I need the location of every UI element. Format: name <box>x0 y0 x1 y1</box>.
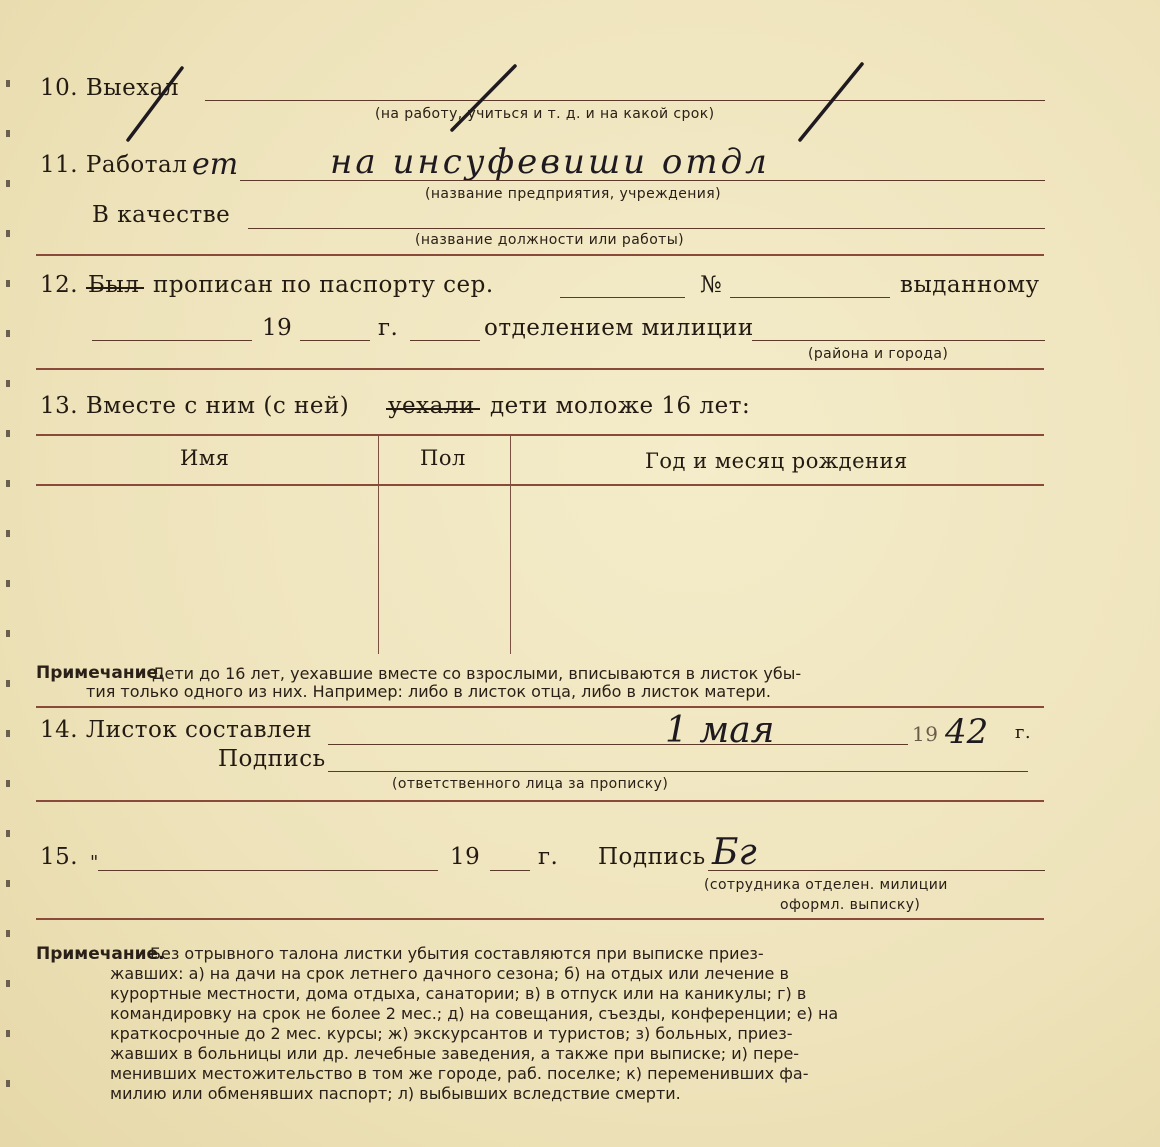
item12-struck-word: Был <box>88 272 140 298</box>
item13-note-line1: Дети до 16 лет, уехавшие вместе со взрослыми, вписываются в листок убы- <box>152 664 802 683</box>
item11-role-label: В качестве <box>92 202 231 228</box>
footnote-line: жавших: а) на дачи на срок летнего дачного сезона; б) на отдых или лечение в <box>110 964 789 983</box>
table-header-birth: Год и месяц рождения <box>645 449 908 473</box>
item12-label-rest: прописан по паспорту сер. <box>153 272 494 298</box>
item11-handwritten-value: на инсуфевиши отдл <box>330 142 770 182</box>
item15-year-prefix: 19 <box>450 844 481 870</box>
footnote-line: курортные местности, дома отдыха, санатории; в) в отпуск или на каникулы; г) в <box>110 984 807 1003</box>
item15-caption-line1: (сотрудника отделен. милиции <box>704 877 948 893</box>
footnote-line: милию или обменявших паспорт; л) выбывших вследствие смерти. <box>110 1084 681 1103</box>
item15-year-suffix: г. <box>538 844 559 870</box>
item15-handwritten-sign: Бг <box>712 832 757 873</box>
item12-year-prefix: 19 <box>262 315 293 341</box>
item14-year-suffix: г. <box>1015 722 1032 743</box>
item11-caption-role: (название должности или работы) <box>415 232 685 248</box>
item12-issued: выданному <box>900 272 1040 298</box>
table-header-name: Имя <box>180 446 230 470</box>
item12-year-suffix: г. <box>378 315 399 341</box>
table-header-sex: Пол <box>420 446 466 470</box>
item15-quote: " <box>90 852 99 873</box>
item14-label: 14. Листок составлен <box>40 717 313 743</box>
slash-mark <box>128 68 182 140</box>
item12-caption-district: (района и города) <box>808 346 949 362</box>
footnote-line: командировку на срок не более 2 мес.; д) на совещания, съезды, конференции; е) на <box>110 1004 839 1023</box>
item15-label: 15. <box>40 844 79 870</box>
footnote-line: краткосрочные до 2 мес. курсы; ж) экскурсантов и туристов; з) больных, приез- <box>110 1024 793 1043</box>
item14-handwritten-year: 42 <box>945 712 989 752</box>
item12-dept: отделением милиции <box>484 315 754 341</box>
item14-handwritten-date: 1 мая <box>665 710 775 751</box>
item13-label-start: 13. Вместе с ним (с ней) <box>40 393 350 419</box>
item11-handwritten-suffix: ет <box>192 147 239 182</box>
footnote-line: Без отрывного талона листки убытия составляются при выписке приез- <box>150 944 764 963</box>
footnote-line: менивших местожительство в том же городе, раб. поселке; к) переменивших фа- <box>110 1064 809 1083</box>
item13-struck-word: уехали <box>388 393 475 419</box>
item10-caption: (на работу, учиться и т. д. и на какой срок) <box>375 106 715 122</box>
footnote-line: жавших в больницы или др. лечебные заведения, а также при выписке; и) пере- <box>110 1044 800 1063</box>
item12-number-sign: № <box>700 272 723 298</box>
item13-note-line2: тия только одного из них. Например: либо в листок отца, либо в листок матери. <box>86 682 771 701</box>
slash-mark <box>452 66 515 130</box>
item12-number: 12. <box>40 272 79 298</box>
item10-label: 10. Выехал <box>40 75 180 101</box>
item14-caption-sign: (ответственного лица за прописку) <box>392 776 669 792</box>
item13-label-end: дети моложе 16 лет: <box>490 393 751 419</box>
item14-year-prefix: 19 <box>912 722 939 746</box>
footnote-label: Примечание. <box>36 944 165 964</box>
item15-sign-label: Подпись <box>598 844 706 870</box>
slash-mark <box>800 64 862 140</box>
item14-sign-label: Подпись <box>218 746 326 772</box>
item11-label: 11. Работал <box>40 152 188 178</box>
item13-note-label: Примечание. <box>36 663 165 683</box>
item11-caption-org: (название предприятия, учреждения) <box>425 186 721 202</box>
item15-caption-line2: оформл. выписку) <box>780 897 921 913</box>
